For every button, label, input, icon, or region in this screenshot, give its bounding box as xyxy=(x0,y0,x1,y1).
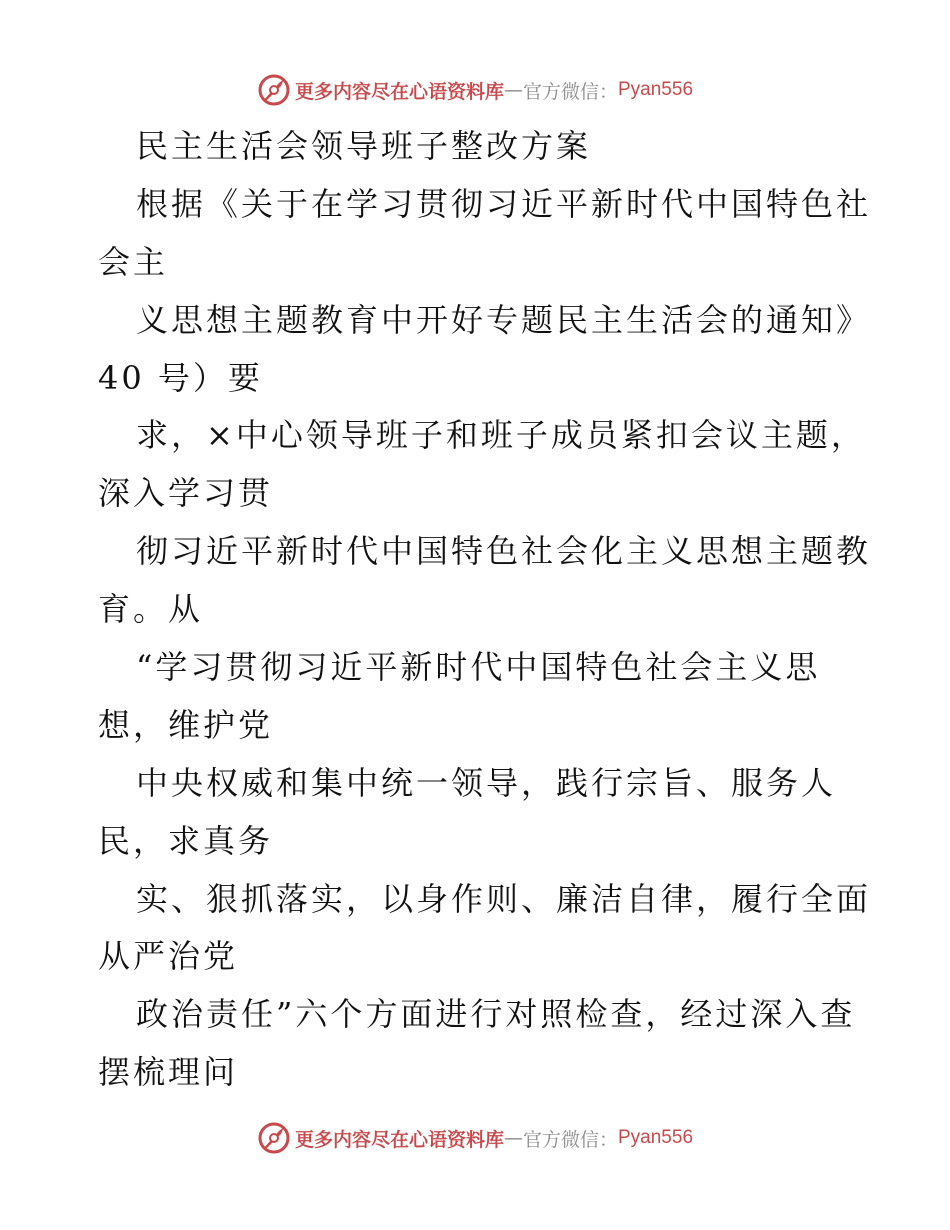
paragraph-line: 民，求真务 xyxy=(98,821,274,860)
watermark-promo-text: 更多内容尽在心语资料库 xyxy=(294,80,504,103)
paragraph-line: 义思想主题教育中开好专题民主生活会的通知》 xyxy=(136,300,872,339)
paragraph-line: 求，×中心领导班子和班子成员紧扣会议主题， xyxy=(136,416,866,455)
watermark-wechat-id: Pyan556 xyxy=(618,1127,694,1148)
paragraph-line: 想，维护党 xyxy=(98,705,274,744)
paragraph-line: 中央权威和集中统一领导，践行宗旨、服务人 xyxy=(136,763,837,802)
watermark-promo-text: 更多内容尽在心语资料库 xyxy=(294,1128,504,1151)
watermark-wechat-id: Pyan556 xyxy=(618,79,694,100)
quill-seal-icon xyxy=(257,73,291,107)
paragraph-line: 深入学习贯 xyxy=(98,474,274,513)
watermark-wechat-label: 官方微信： xyxy=(522,80,618,103)
document-title: 民主生活会领导班子整改方案 xyxy=(136,127,592,165)
watermark-banner-bottom xyxy=(0,1118,950,1158)
quill-seal-icon xyxy=(257,1121,291,1155)
watermark-wechat-label: 官方微信： xyxy=(522,1128,618,1151)
paragraph-line: “学习贯彻习近平新时代中国特色社会主义思 xyxy=(136,648,821,687)
paragraph-line: 摆梳理问 xyxy=(98,1053,239,1092)
paragraph-line: 40 号）要 xyxy=(98,358,263,397)
paragraph-line: 政治责任”六个方面进行对照检查，经过深入查 xyxy=(136,995,856,1034)
paragraph-line: 根据《关于在学习贯彻习近平新时代中国特色社 xyxy=(136,184,872,223)
document-body xyxy=(98,118,872,1102)
paragraph-line: 从严治党 xyxy=(98,937,239,976)
paragraph-line: 实、狠抓落实，以身作则、廉洁自律，履行全面 xyxy=(136,879,872,918)
watermark-separator: — xyxy=(503,79,523,101)
watermark-banner-top xyxy=(0,70,950,110)
paragraph-line: 彻习近平新时代中国特色社会化主义思想主题教 xyxy=(136,532,872,571)
paragraph-line: 育。从 xyxy=(98,590,204,629)
paragraph-line: 会主 xyxy=(98,242,169,281)
watermark-separator: — xyxy=(503,1127,523,1149)
